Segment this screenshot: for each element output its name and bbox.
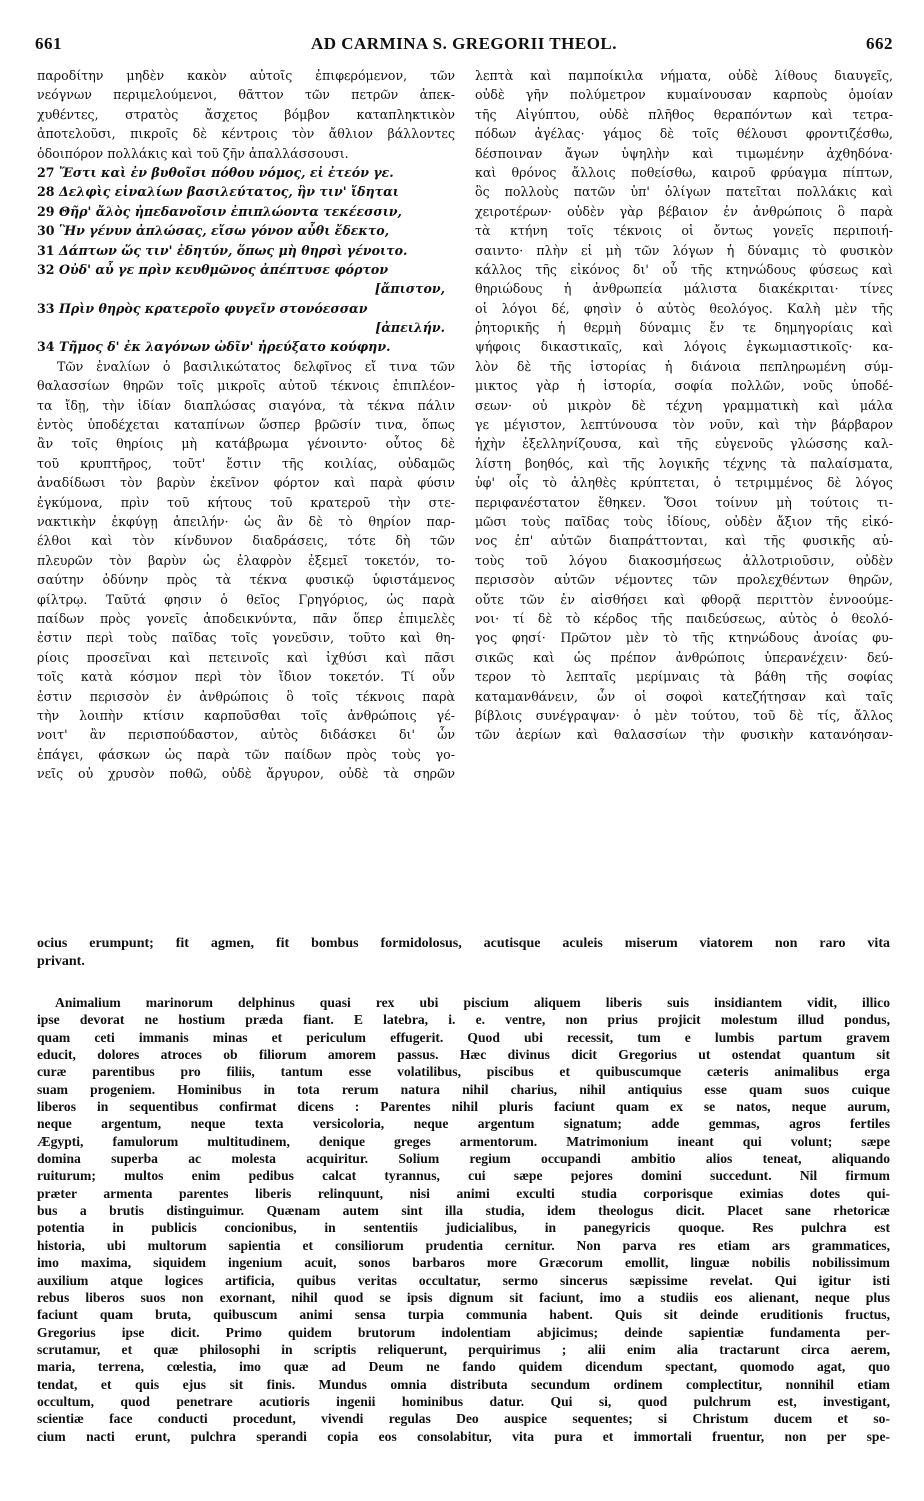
text-line: λεπτὰ καὶ παμποίκιλα νήματα, οὐδὲ λίθους διαυγεῖς,	[475, 68, 893, 83]
text-line: τὰ κτήνη τοῖς τέκνοις οἱ ὄντως γονεῖς περιποιή-	[475, 223, 893, 239]
text-line: faciunt quam bruta, quibuscum animi sensa turpia communia habent. Quis sit deinde eruditionis fructus,	[37, 1307, 890, 1323]
verse-continuation	[37, 318, 455, 337]
text-line: Ægypti, famulorum multitudinem, denique greges armentorum. Matrimonium ineant qui volunt; sæpe	[37, 1133, 890, 1149]
text-line: σεων· οὐ μικρὸν δὲ τέχνη γραμματικὴ καὶ μάλα	[475, 397, 893, 413]
verse-text: Δάπτων ὥς τιν' ἐδητύν, ὅπως μὴ θηρσὶ γένοιτο.	[59, 242, 408, 258]
text-line: έλθοι καὶ τὸν κίνδυνον διαδράσεις, τότε δὴ τῶν	[37, 533, 455, 549]
text-line: λίστη βοηθός, καὶ τῆς λογικῆς τέχνης τὰ παλαίσματα,	[475, 455, 893, 471]
verse-text: Οὐδ' αὖ γε πρὶν κευθμῶνος ἀπέπτυσε φόρτον	[59, 261, 389, 277]
verse-text: Τῆμος δ' ἐκ λαγόνων ὠδῖν' ἠρεύξατο κούφην.	[59, 339, 391, 355]
text-line: ψήφοις δικαστικαῖς, καὶ λόγοις ἐγκωμιαστικοῖς· κα-	[475, 339, 893, 355]
text-line: τῆς Αἰγύπτου, οὐδὲ πλῆθος θεραπόντων καὶ τετρα-	[475, 106, 893, 122]
text-line: ocius erumpunt; fit agmen, fit bombus formidolosus, acutisque aculeis miserum viatorem non raro vita	[37, 936, 890, 951]
text-line: θηριώδους ἡ ἀνθρωπεία μάλιστα διακέκριται· τίνες	[475, 281, 893, 297]
text-line: ῥητορικῆς ἡ θερμὴ δύναμις ἔν τε δημηγορίαις καὶ	[475, 320, 893, 336]
text-line: παροδίτην μηδὲν κακὸν αὐτοῖς ἐπιφερόμενον, τῶν	[37, 68, 455, 83]
verse-text: Θῆρ' ἄλὸς ἠπεδανοῖσιν ἐπιπλώοντα τεκέεσσιν,	[59, 203, 402, 219]
text-line: χειροτέρων· οὐδὲν γὰρ βέβαιον ἐν ἀνθρώποις ὃ παρὰ	[475, 203, 893, 219]
text-line: βίβλοις συνέγραψαν· ὁ μὲν τούτου, τοῦ δὲ τίς, ἄλλος	[475, 707, 893, 723]
text-line: privant.	[37, 953, 85, 969]
text-line: ἐντὸς ὑποδέχεται καταπίνων ὥσπερ βρῶσίν τινα, ὅπως	[37, 417, 455, 433]
text-line: neque argentum, neque texta versicoloria, neque argentum signatum; adde gemmas, agros fertiles	[37, 1116, 890, 1132]
verse-text: Πρὶν θηρὸς κρατεροῖο φυγεῖν στονόεσσαν	[59, 300, 368, 316]
verse-number: 34	[37, 339, 55, 355]
text-line: Gregorius ipse dicit. Primo quidem brutorum indolentiam abjicimus; deinde sapientiæ fundamenta per-	[37, 1324, 890, 1340]
text-line: ὑφ' οἷς τὸ ἀληθὲς κρύπτεται, ὁ τετριμμένος δὲ λόγος	[475, 475, 893, 491]
text-line: μικτος γὰρ ἡ ἱστορία, σοφία πολλῶν, νοῦς ὑποδέ-	[475, 378, 893, 394]
text-line: suam progeniem. Hominibus in tota rerum natura nihil charius, nihil antiquius esse quam suos cuique	[37, 1081, 890, 1097]
text-line: ἐπάγει, φάσκων ὡς παρὰ τῶν παίδων πρὸς τοὺς γο-	[37, 746, 455, 762]
text-line: ἀναδίδωσι τὸν βαρὺν ἐκεῖνον φόρτον καὶ παρὰ φύσιν	[37, 475, 455, 491]
text-line: auxilium atque logices artificia, quibus veritas occultatur, sermo sincerus sæpissime revelat. Qui igitur isti	[37, 1272, 890, 1288]
text-line: οὔτε τῶν ἐν αἰσθήσει καὶ φθορᾷ περιττὸν ἐννοούμε-	[475, 591, 893, 607]
text-line: νος ἐπ' αὐτῶν διαπράττονται, καὶ τῆς φυσικῆς αὐ-	[475, 533, 893, 549]
text-line: rebus liberos suos non exornant, nihil quod se ipsis dignum sit faciunt, imo a studiis eos alienant, neque plus	[37, 1289, 890, 1305]
text-line: τὴν λοιπὴν κτίσιν καρποῦσθαι τοῖς ἀνθρώποις γέ-	[37, 707, 455, 723]
text-line: τα ἴδῃ, τὴν ἰδίαν διαπλώσας σιαγόνα, τὰ τέκνα πάλιν	[37, 397, 455, 413]
text-line: περισσὸν αὐτῶν νέμοντες τῶν προλεχθέντων θηρῶν,	[475, 572, 893, 588]
text-line: πλευρῶν τὸν βαρὺν ὡς ἐλαφρὸν ἐξεμεῖ τοκετόν, το-	[37, 552, 455, 568]
verse-line	[37, 241, 455, 260]
text-line: imo maxima, siquidem ingenium acuit, sonos barbaros more Græcorum emollit, linguæ nobilis nobilissimum	[37, 1255, 890, 1271]
verse-text: Δελφὶς εἰναλίων βασιλεύτατος, ἣν τιν' ἴδηται	[59, 184, 399, 200]
text-line: scrutamur, et quæ philosophi in scriptis reliquerunt, perquirimus ; alii enim alia tractarunt circa aerem,	[37, 1341, 890, 1357]
text-line: σαύτην ὀδύνην πρὸς τὰ τέκνα φυσικῷ ὑφιστάμενος	[37, 572, 455, 588]
latin-continuation	[37, 935, 890, 970]
page-header	[35, 34, 893, 58]
text-line: νεόγνων περιμελούμενοι, θᾶττον τῶν πετρῶν ἀπεκ-	[37, 87, 455, 103]
text-line: περιφανέστατον ἔθηκεν. Ὅσοι τοίνυν μὴ τούτοις τι-	[475, 494, 893, 510]
text-line: præter armenta parentes liberis relinquunt, nisi animi exculti studia corporisque eximias dotes qui-	[37, 1185, 890, 1201]
text-line: ἀποτελοῦσι, πικροῖς δὲ κέντροις τὸν ἄθλιον βάλλοντες	[37, 126, 455, 142]
text-line: ὃς πολλοὺς πατῶν ὑπ' ὀλίγων πατεῖται πολλάκις καὶ	[475, 184, 893, 200]
text-line: χυθέντες, στρατὸς ἄσχετος βόμβον καταπληκτικὸν	[37, 106, 455, 122]
text-line: scientiæ face conducti procedunt, vivendi regulas Deo auspice sequentes; si Christum ducem et so-	[37, 1411, 890, 1427]
text-line: ρίοις προσεῖναι καὶ πετεινοῖς καὶ ἰχθύσι καὶ πᾶσι	[37, 649, 455, 665]
verse-number: 31	[37, 242, 55, 258]
text-line: maria, terrena, cœlestia, imo quæ ad Deum ne fando quidem dicendum spectant, quomodo agat, quo	[37, 1359, 890, 1375]
greek-right-column	[475, 66, 893, 745]
verse-line	[37, 337, 455, 356]
verse-number: 27	[37, 164, 55, 180]
text-line: quam ceti immanis minas et periculum effugerit. Quod ubi recessit, tum e lumbis partum gravem	[37, 1029, 890, 1045]
verse-number: 29	[37, 203, 55, 219]
text-line: κάλλος τῆς εἰκόνος δι' οὗ τῆς κτηνώδους φύσεως καὶ	[475, 261, 893, 277]
verse-line	[37, 221, 455, 240]
text-line: παίδων πρὸς γονεῖς ἀποδεικνύντα, πᾶν ὅπερ ἐπιμελὲς	[37, 610, 455, 626]
text-line: οὐδὲ γῆν πολύμετρον κυμαίνουσαν καρποὺς ὁμοίαν	[475, 87, 893, 103]
verse-line	[37, 299, 455, 318]
right-page-number: 662	[866, 34, 893, 53]
text-line: οἱ λόγοι δέ, φησὶν ὁ αὐτὸς θεολόγος. Καλὴ μὲν τῆς	[475, 300, 893, 316]
latin-translation	[37, 994, 890, 1445]
text-line: σαιντο· πλὴν εἰ μὴ τῶν λόγων ἡ δύναμις τὸ φυσικὸν	[475, 242, 893, 258]
verse-line	[37, 163, 455, 182]
text-line: τοῖς κατὰ κόσμον περὶ τὸν ἴδιον τοκετόν. Τί οὖν	[37, 669, 455, 685]
text-line: curæ parentibus pro filiis, tantum esse volatilibus, piscibus et quibuscumque cæteris animalibus erga	[37, 1064, 890, 1080]
text-line: bus a brutis distinguimur. Quænam autem sint illa studia, idem theologus dicit. Placet sane rhetoricæ	[37, 1203, 890, 1219]
text-line: historia, ubi multorum sapientia et consiliorum prudentia cernitur. Non parva res etiam ars grammatices,	[37, 1237, 890, 1253]
verse-number: 32	[37, 261, 55, 277]
text-line: νακτικὴν ἐκφύγῃ ἀπειλήν· ὡς ἂν δὲ τὸ θηρίον παρ-	[37, 513, 455, 529]
text-line: καὶ θρόνος ἄλλοις ποθείσθω, καιροῦ φρύαγμα πίπτων,	[475, 164, 893, 180]
text-line: ipse devorat ne hostium præda fiant. E latebra, i. e. ventre, non prius projicit molestum illud pondus,	[37, 1012, 890, 1028]
verse-line	[37, 182, 455, 201]
left-page-number: 661	[35, 34, 62, 53]
text-line: liberos in sequentibus confirmat dicens : Parentes nihil pluris faciunt quam ex se natos, neque aurum,	[37, 1099, 890, 1115]
text-line: Τῶν ἐναλίων ὁ βασιλικώτατος δελφῖνος εἴ τινα τῶν	[57, 358, 455, 374]
text-line: δέσποιναν ἄγων ὑψηλὴν καὶ τιμωμένην ἀχθηδόνα·	[475, 145, 893, 161]
verse-line	[37, 202, 455, 221]
text-line: φίλτρῳ. Ταῦτά φησιν ὁ θεῖος Γρηγόριος, ὡς παρὰ	[37, 591, 455, 607]
text-line: ἐστιν περισσὸν ἐν ἀνθρώποις ὃ τοῖς τέκνοις παρὰ	[37, 688, 455, 704]
text-line: νοιτ' ἂν περισπούδαστον, αὐτὸς διδάσκει δι' ὧν	[37, 727, 455, 743]
text-line: νεῖς οὐ χρυσὸν ποθῶ, οὐδὲ ἄργυρον, οὐδὲ τὰ σηρῶν	[37, 766, 455, 782]
text-line: τερον τὸ λεπταῖς μερίμναις τὰ βάθη τῆς σοφίας	[475, 669, 893, 685]
verse-text: Ἔστι καὶ ἐν βυθοῖσι πόθου νόμος, εἰ ἐτεόν γε.	[59, 164, 394, 180]
verse-text: [ἄπιστον,	[374, 281, 445, 297]
running-title: AD CARMINA S. GREGORII THEOL.	[310, 34, 618, 53]
verse-number: 33	[37, 300, 55, 316]
text-line: potentia in publicis concionibus, in sententiis judicialibus, in panegyricis quoque. Res pulchra est	[37, 1220, 890, 1236]
text-line: ὁδοιπόρον πολλάκις καὶ τοῦ ζῆν ἀπαλλάσσουσι.	[37, 145, 349, 161]
verse-text: Ἣν γένυν ἀπλώσας, εἴσω γόνον αὖθι ἔδεκτο,	[59, 223, 390, 239]
text-line: τοὺς τοῦ λόγου διακοσμήσεως ἀλλοτριοῦσιν, οὐδὲν	[475, 552, 893, 568]
text-line: τοῦ κρυπτῆρος, τοῦτ' ἔστιν τῆς κοιλίας, οὐδαμῶς	[37, 455, 455, 471]
text-line: tendat, et quis ejus sit finis. Mundus omnia distributa secundum ordinem complectitur, nonnihil etiam	[37, 1376, 890, 1392]
text-line: ἐστιν περὶ τοὺς παῖδας τοῖς γονεῦσιν, τοῦτο καὶ θη-	[37, 630, 455, 646]
text-line: καταμανθάνειν, ὧν οἱ σοφοὶ κατεζήτησαν καὶ ταῖς	[475, 688, 893, 704]
text-line: πόδων ἀγέλας· γάμος δὲ τοῖς θέλουσι φροντιζέσθω,	[475, 126, 893, 142]
text-line: occultum, quod penetrare acutioris ingenii hominibus datur. Qui si, quod pulchrum est, investigant,	[37, 1393, 890, 1409]
verse-continuation	[37, 279, 455, 298]
text-line: ruiturum; multos enim pedibus calcat tyrannus, cui sæpe pejores domini succedunt. Nil firmum	[37, 1168, 890, 1184]
text-line: τῶν ἀερίων καὶ θαλασσίων τὴν φυσικὴν κατανόησαν-	[475, 727, 893, 743]
text-line: μῶσι τοὺς παῖδας τοὺς ἰδίους, οὐδὲν ἄξιον τῆς εἰκό-	[475, 513, 893, 529]
greek-left-column	[37, 66, 455, 783]
text-line: educit, dolores atroces ob filiorum amorem passus. Hæc divinus dicit Gregorius ut ostendat quantum sit	[37, 1047, 890, 1063]
text-line: λὸν δὲ τῆς ἱστορίας ἡ διάνοια πεπληρωμένη σύμ-	[475, 358, 893, 374]
text-line: cium nacti erunt, pulchra sperandi copia eos consolabitur, vita pura et immortali fruentur, non per spe-	[37, 1428, 890, 1444]
verse-text: [ἀπειλήν.	[375, 320, 445, 336]
text-line: ἂν τοῖς θηρίοις μὴ κατάβρωμα γένοιντο· οὗτος δὲ	[37, 436, 455, 452]
text-line: domina superba ac molesta acquiritur. Solium regium occupandi ambitio alios teneat, aliquando	[37, 1151, 890, 1167]
text-line: σικῶς καὶ ὡς πρέπον ἀνθρώποις ὑπερανέχειν· δεύ-	[475, 649, 893, 665]
text-line: θαλασσίων θηρῶν τοῖς μικροῖς αὐτοῦ τέκνοις ἐπιπλέον-	[37, 378, 455, 394]
verse-line	[37, 260, 455, 279]
text-line: ἐγκύμονα, πρὶν τοῦ κήτους τοῦ κρατεροῦ τὴν στε-	[37, 494, 455, 510]
text-line: γε μέγιστον, λεπτύνουσα τὸν νοῦν, καὶ τὴν βάρβαρον	[475, 417, 893, 433]
verse-number: 28	[37, 184, 55, 200]
text-line: νοι· τί δὲ τὸ κέρδος τῆς παιδεύσεως, αὐτὸς ὁ θεολό-	[475, 610, 893, 626]
verse-number: 30	[37, 223, 55, 239]
text-line: ἠχὴν ἐξελληνίζουσα, καὶ τῆς εὐγενοῦς γλώσσης καλ-	[475, 436, 893, 452]
text-line: Animalium marinorum delphinus quasi rex ubi piscium aliquem liberis suis insidiantem vidit, illico	[55, 995, 890, 1010]
text-line: γος φησί· Πρῶτον μὲν τὸ τῆς κτηνώδους ἀνοίας φυ-	[475, 630, 893, 646]
